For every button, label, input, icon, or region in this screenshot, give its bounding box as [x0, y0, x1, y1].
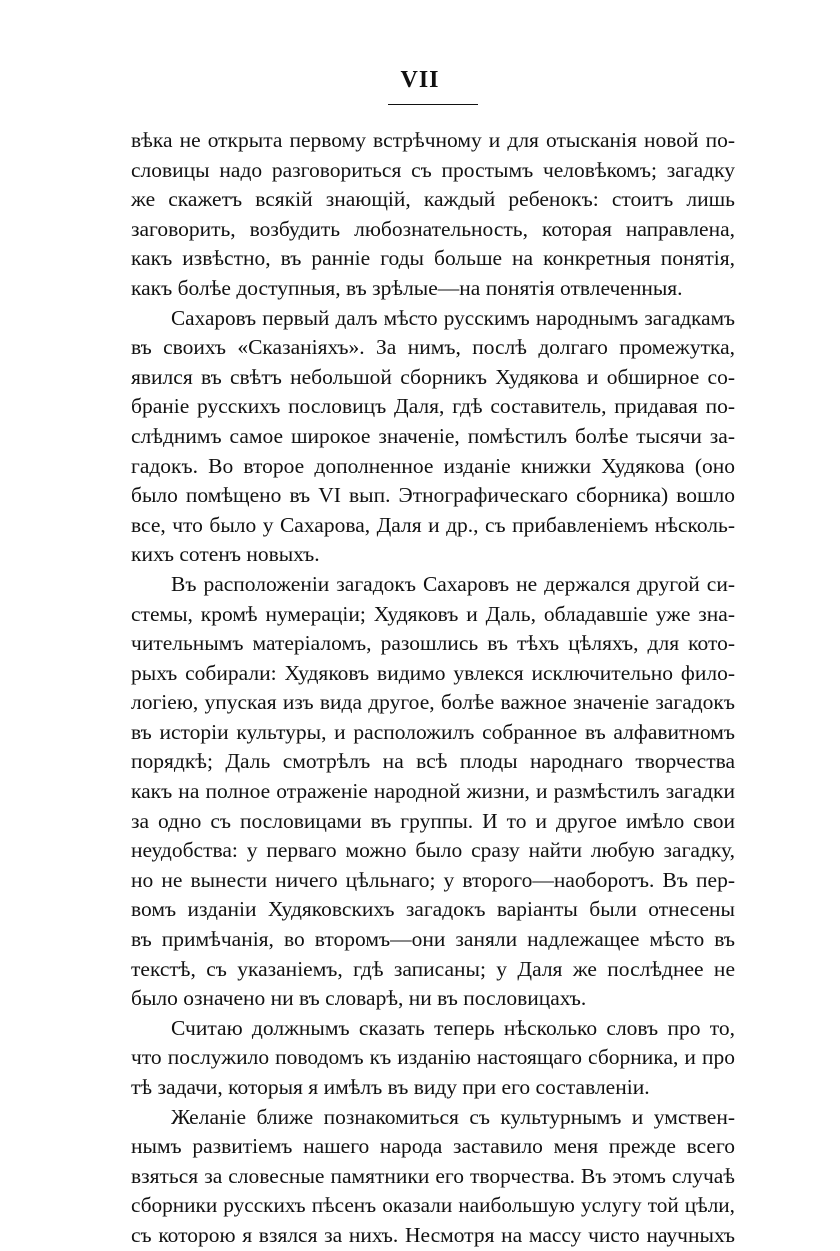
text-line: неудобства: у перваго можно было сразу найти любую загадку,	[131, 838, 735, 863]
text-line: порядкѣ; Даль смотрѣлъ на всѣ плоды народнаго творчества	[131, 749, 735, 774]
text-line: чительнымъ матеріаломъ, разошлись въ тѣхъ цѣляхъ, для кото-	[131, 631, 735, 656]
text-line: логіею, упуская изъ вида другое, болѣе важное значеніе загадокъ	[131, 690, 735, 715]
text-line: съ которою я взялся за нихъ. Несмотря на массу чисто научныхъ	[131, 1222, 735, 1247]
text-line: Желаніе ближе познакомиться съ культурнымъ и умствен-	[171, 1104, 735, 1129]
text-line: гадокъ. Во второе дополненное изданіе книжки Худякова (оно	[131, 453, 735, 478]
paragraph-5	[131, 1103, 735, 1251]
text-line: текстѣ, съ указаніемъ, гдѣ записаны; у Даля же послѣднее не	[131, 956, 735, 981]
text-line: кихъ сотенъ новыхъ.	[131, 542, 320, 567]
body-text	[131, 126, 735, 1251]
text-line: Въ расположеніи загадокъ Сахаровъ не держался другой си-	[171, 571, 735, 596]
text-line: какъ извѣстно, въ ранніе годы больше на конкретныя понятія,	[131, 246, 735, 271]
header-rule	[388, 104, 478, 105]
text-line: явился въ свѣтъ небольшой сборникъ Худякова и обширное со-	[131, 364, 735, 389]
text-line: же скажетъ всякій знающій, каждый ребенокъ: стоитъ лишь	[131, 187, 735, 212]
text-line: что послужило поводомъ къ изданію настоящаго сборника, и про	[131, 1045, 735, 1070]
text-line: тѣ задачи, которыя я имѣлъ въ виду при его составленіи.	[131, 1075, 650, 1099]
text-line: все, что было у Сахарова, Даля и др., съ прибавленіемъ нѣсколь-	[131, 512, 735, 537]
text-line: нымъ развитіемъ нашего народа заставило меня прежде всего	[131, 1134, 735, 1159]
text-line: взяться за словесные памятники его творчества. Въ этомъ случаѣ	[131, 1163, 735, 1188]
text-line: слѣднимъ самое широкое значеніе, помѣстилъ болѣе тысячи за-	[131, 423, 735, 448]
paragraph-2	[131, 304, 735, 570]
paragraph-4	[131, 1014, 735, 1103]
paragraph-1	[131, 126, 735, 304]
text-line: какъ болѣе доступныя, въ зрѣлые—на понятія отвлеченныя.	[131, 275, 683, 300]
text-line: заговорить, возбудить любознательность, которая направлена,	[131, 216, 735, 241]
text-line: было означено ни въ словарѣ, ни въ пословицахъ.	[131, 986, 587, 1011]
text-line: какъ на полное отраженіе народной жизни, и размѣстилъ загадки	[131, 779, 735, 804]
text-line: но не вынести ничего цѣльнаго; у второго—наоборотъ. Въ пер-	[131, 867, 735, 892]
text-line: было помѣщено въ VI вып. Этнографическаго сборника) вошло	[131, 483, 735, 508]
text-line: сборники русскихъ пѣсенъ оказали наибольшую услугу той цѣли,	[131, 1193, 735, 1218]
text-line: вомъ изданіи Худяковскихъ загадокъ варіанты были отнесены	[131, 897, 735, 922]
text-line: стемы, кромѣ нумераціи; Худяковъ и Даль, обладавшіе уже зна-	[131, 601, 735, 626]
text-line: Сахаровъ первый далъ мѣсто русскимъ народнымъ загадкамъ	[171, 305, 735, 330]
text-line: Считаю должнымъ сказать теперь нѣсколько словъ про то,	[171, 1015, 735, 1040]
text-line: словицы надо разговориться съ простымъ человѣкомъ; загадку	[131, 157, 735, 182]
text-line: вѣка не открыта первому встрѣчному и для отысканія новой по-	[131, 128, 735, 152]
text-line: за одно съ пословицами въ группы. И то и другое имѣло свои	[131, 808, 735, 833]
text-line: въ своихъ «Сказаніяхъ». За нимъ, послѣ долгаго промежутка,	[131, 335, 735, 360]
paragraph-3	[131, 570, 735, 1014]
text-line: браніе русскихъ пословицъ Даля, гдѣ составитель, придавая по-	[131, 394, 735, 419]
text-line: рыхъ собирали: Худяковъ видимо увлекся исключительно фило-	[131, 660, 735, 685]
text-line: въ примѣчанія, во второмъ—они заняли надлежащее мѣсто въ	[131, 927, 735, 952]
text-line: въ исторіи культуры, и расположилъ собранное въ алфавитномъ	[131, 719, 735, 744]
page-number: VII	[400, 67, 440, 93]
